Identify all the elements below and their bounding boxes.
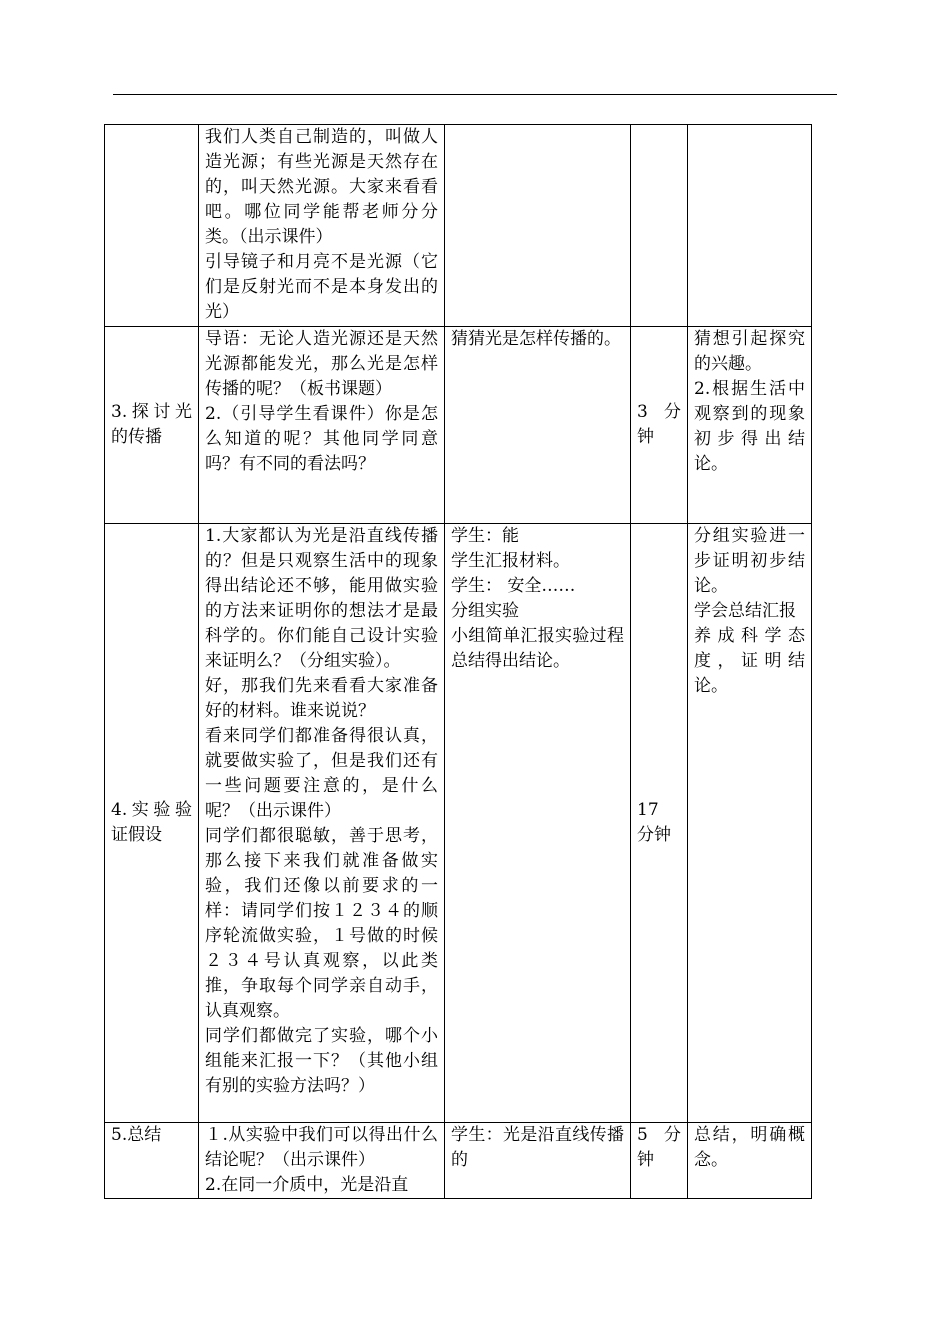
student-activity-cell: 猜猜光是怎样传播的。 (445, 327, 631, 524)
table-row (105, 1123, 812, 1199)
stage-cell: 3.探讨光的传播 (105, 327, 199, 524)
cell-paragraph: 看来同学们都准备得很认真，就要做实验了，但是我们还有一些问题要注意的，是什么呢？（出示课件） (205, 726, 438, 821)
cell-paragraph: 同学们都很聪敏，善于思考，那么接下来我们就准备做实验，我们还像以前要求的一样：请同学们按１２３４的顺序轮流做实验，１号做的时候２３４号认真观察，以此类推，争取每个同学亲自动手，认真观察。 (205, 826, 438, 1021)
stage-cell: 5.总结 (105, 1123, 199, 1199)
cell-paragraph: 2.（引导学生看课件）你是怎么知道的呢？其他同学同意吗？有不同的看法吗？ (205, 404, 438, 474)
cell-paragraph: 导语：无论人造光源还是天然光源都能发光，那么光是怎样传播的呢？（板书课题） (205, 329, 438, 399)
cell-paragraph: 我们人类自己制造的，叫做人造光源；有些光源是天然存在的，叫天然光源。大家来看看吧。哪位同学能帮老师分分类。（出示课件） (205, 127, 438, 247)
time-cell: 3 分钟 (631, 327, 688, 524)
cell-paragraph: 小组简单汇报实验过程总结得出结论。 (451, 626, 624, 671)
design-intent-cell (688, 327, 812, 524)
cell-paragraph: 引导镜子和月亮不是光源（它们是反射光而不是本身发出的光） (205, 252, 438, 322)
cell-paragraph: 同学们都做完了实验，哪个小组能来汇报一下？（其他小组有别的实验方法吗？） (205, 1026, 438, 1096)
table-row (105, 125, 812, 327)
student-activity-cell (445, 125, 631, 327)
cell-paragraph: 学生： 安全…… (451, 576, 576, 596)
design-intent-cell (688, 524, 812, 1123)
cell-paragraph: １.从实验中我们可以得出什么结论呢？（出示课件） (205, 1125, 438, 1170)
cell-paragraph: 猜想引起探究的兴趣。 (694, 329, 805, 374)
cell-paragraph: 17 (637, 800, 659, 820)
teacher-activity-cell (199, 327, 445, 524)
time-cell (631, 125, 688, 327)
header-rule (113, 94, 837, 95)
cell-paragraph: 1.大家都认为光是沿直线传播的？但是只观察生活中的现象得出结论还不够，能用做实验的方法来证明你的想法才是最科学的。你们能自己设计实验来证明么？（分组实验）。 (205, 526, 438, 671)
teacher-activity-cell (199, 125, 445, 327)
table-row (105, 327, 812, 524)
design-intent-cell: 总结，明确概念。 (688, 1123, 812, 1199)
cell-paragraph: 学生：能 (451, 526, 519, 546)
cell-paragraph: 学生汇报材料。 (451, 551, 570, 571)
student-activity-cell: 学生：光是沿直线传播的 (445, 1123, 631, 1199)
cell-paragraph: 学会总结汇报 (694, 601, 796, 621)
student-activity-cell (445, 524, 631, 1123)
stage-cell (105, 125, 199, 327)
table-row (105, 524, 812, 1123)
cell-paragraph: 分钟 (637, 825, 671, 845)
time-cell (631, 524, 688, 1123)
cell-paragraph: 养成科学态度，证明结论。 (694, 626, 805, 696)
cell-paragraph: 2.在同一介质中，光是沿直 (205, 1175, 409, 1195)
teacher-activity-cell (199, 1123, 445, 1199)
teacher-activity-cell (199, 524, 445, 1123)
cell-paragraph: 分组实验 (451, 601, 519, 621)
design-intent-cell (688, 125, 812, 327)
stage-cell: 4.实验验证假设 (105, 524, 199, 1123)
cell-paragraph: 分组实验进一步证明初步结论。 (694, 526, 805, 596)
time-cell: 5 分钟 (631, 1123, 688, 1199)
cell-paragraph: 好，那我们先来看看大家准备好的材料。谁来说说？ (205, 676, 438, 721)
lesson-plan-table (104, 124, 812, 1199)
cell-paragraph: 2.根据生活中观察到的现象初步得出结论。 (694, 379, 805, 474)
